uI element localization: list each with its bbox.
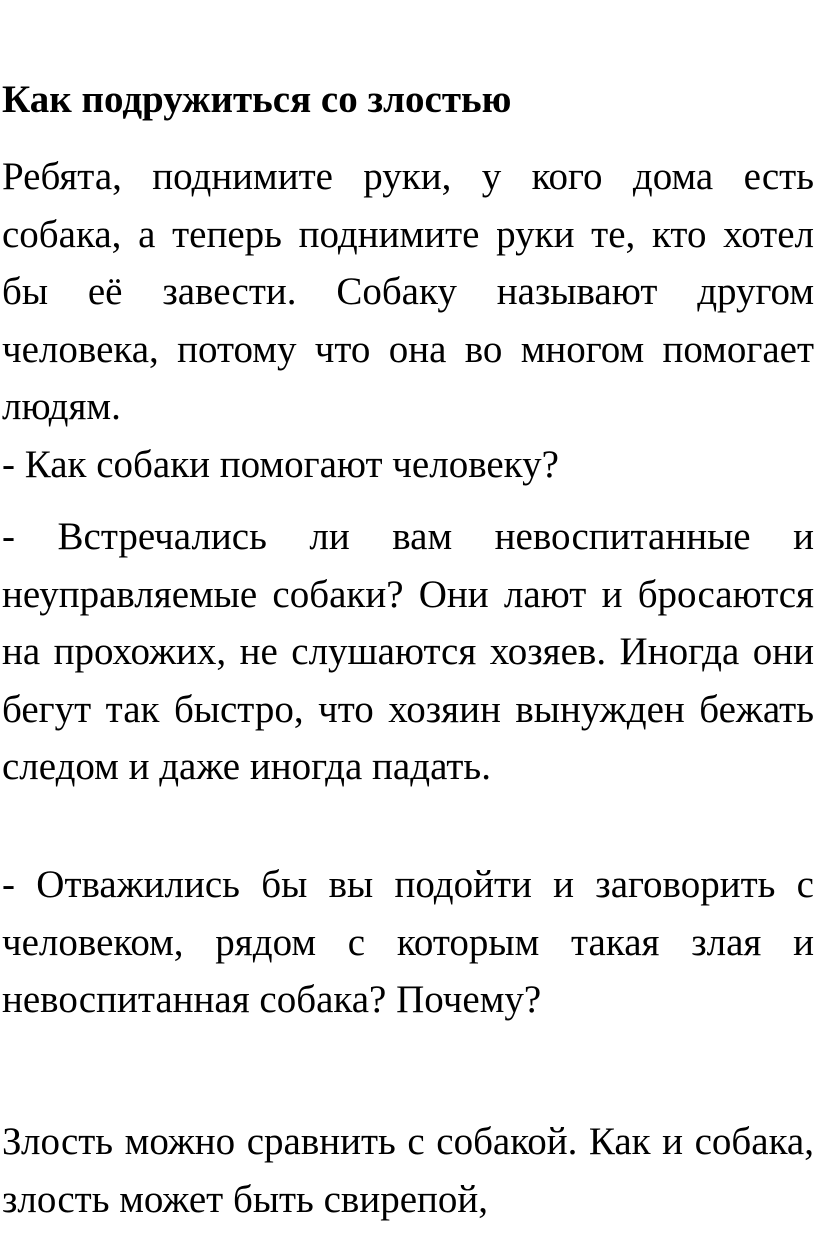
paragraph-anger-comparison: Злость можно сравнить с собакой. Как и собака, злость может быть свирепой,	[2, 1120, 814, 1221]
paragraph-question-approach: - Отважились бы вы подойти и заговорить с человеком, рядом с которым такая злая и невоспитанная собака? Почему?	[2, 863, 814, 1021]
paragraph-question-unruly-dogs: - Встречались ли вам невоспитанные и неуправляемые собаки? Они лают и бросаются на прохожих, не слушаются хозяев. Иногда они бегут так быстро, что хозяин вынужден бежать следом и даже иногда падать.	[2, 515, 814, 788]
paragraph-intro: Ребята, поднимите руки, у кого дома есть собака, а теперь поднимите руки те, кто хотел бы её завести. Собаку называют другом человека, потому что она во многом помогает людям.	[2, 155, 814, 428]
paragraph-question-help: - Как собаки помогают человеку?	[2, 443, 559, 486]
document-title: Как подружиться со злостью	[2, 78, 512, 121]
